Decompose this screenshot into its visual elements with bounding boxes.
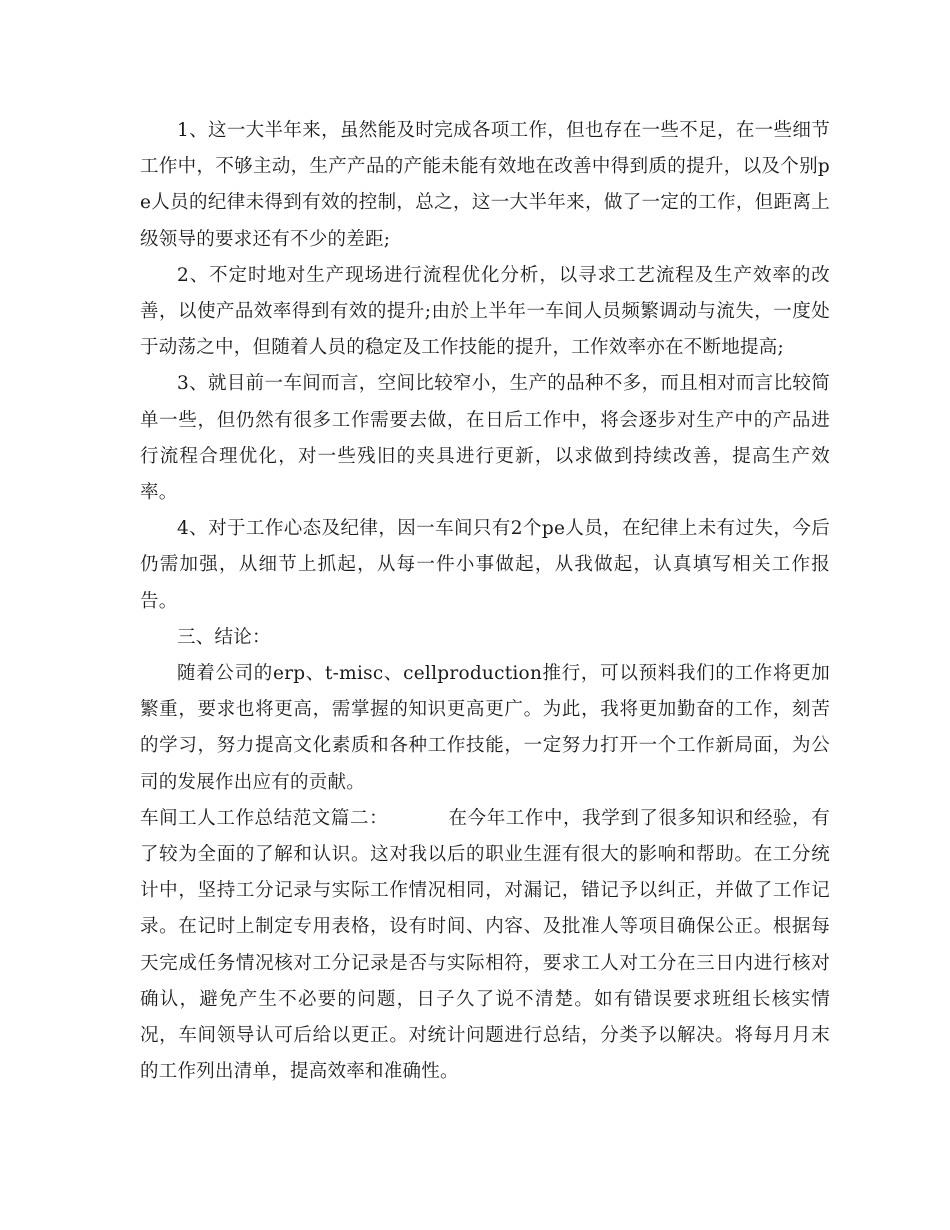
paragraph-item-3: 3、就目前一车间而言，空间比较窄小，生产的品种不多，而且相对而言比较简单一些，但仍然有很多工作需要去做，在日后工作中，将会逐步对生产中的产品进行流程合理优化，对一些残旧的夹具进行更新，以求做到持续改善，提高生产效率。 [140,373,830,504]
section-two-title: 车间工人工作总结范文篇二： [140,807,389,829]
conclusion-heading: 三、结论： [177,626,271,648]
paragraph-item-1: 1、这一大半年来，虽然能及时完成各项工作，但也存在一些不足，在一些细节工作中，不够主动，生产产品的产能未能有效地在改善中得到质的提升，以及个别pe人员的纪律未得到有效的控制，总之，这一大半年来，做了一定的工作，但距离上级领导的要求还有不少的差距; [140,120,830,250]
section-two-body: 在今年工作中，我学到了很多知识和经验，有了较为全面的了解和认识。这对我以后的职业生涯有很大的影响和帮助。在工分统计中，坚持工分记录与实际工作情况相同，对漏记，错记予以纠正，并做了工作记录。在记时上制定专用表格，设有时间、内容、及批准人等项目确保公正。根据每天完成任务情况核对工分记录是否与实际相符，要求工人对工分在三日内进行核对确认，避免产生不必要的问题，日子久了说不清楚。如有错误要求班组长核实情况，车间领导认可后给以更正。对统计问题进行总结，分类予以解决。将每月月末的工作列出清单，提高效率和准确性。 [140,807,830,1083]
section-two [140,801,830,1091]
conclusion-paragraph: 随着公司的erp、t-misc、cellproduction推行，可以预料我们的工作将更加繁重，要求也将更高，需掌握的知识更高更广。为此，我将更加勤奋的工作，刻苦的学习，努力提高文化素质和各种工作技能，一定努力打开一个工作新局面，为公司的发展作出应有的贡献。 [140,663,830,793]
paragraph-item-4: 4、对于工作心态及纪律，因一车间只有2个pe人员，在纪律上未有过失，今后仍需加强，从细节上抓起，从每一件小事做起，从我做起，认真填写相关工作报告。 [140,518,830,612]
document-body [140,113,830,1090]
paragraph-item-2: 2、不定时地对生产现场进行流程优化分析，以寻求工艺流程及生产效率的改善，以使产品效率得到有效的提升;由於上半年一车间人员频繁调动与流失，一度处于动荡之中，但随着人员的稳定及工作技能的提升，工作效率亦在不断地提高; [140,264,830,359]
